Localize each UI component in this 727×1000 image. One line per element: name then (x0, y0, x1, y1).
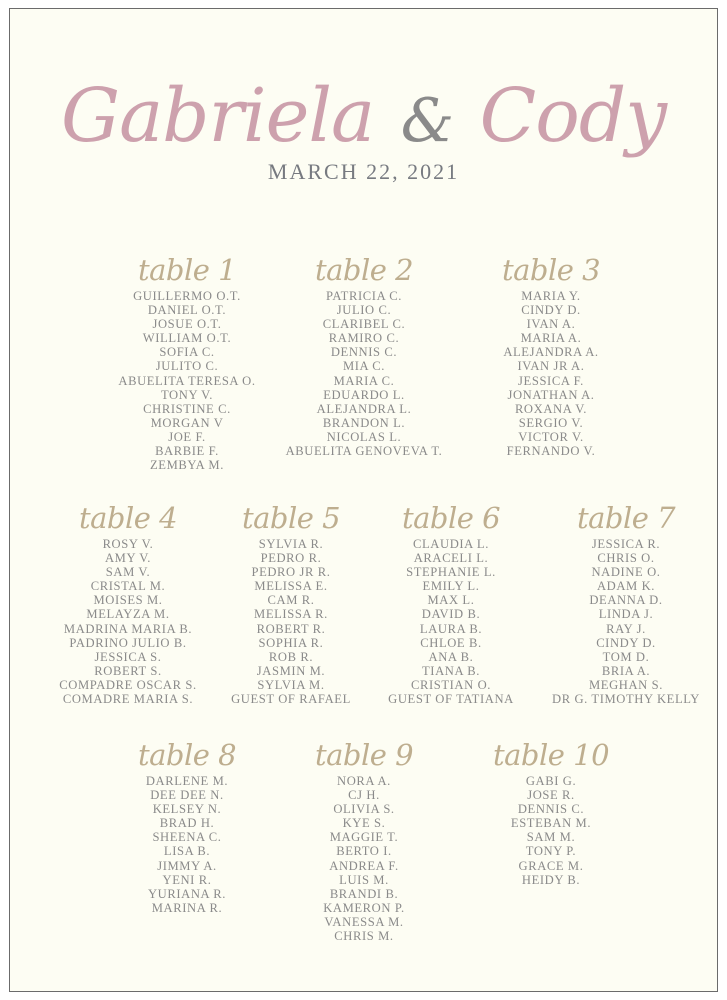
guest-name: CAM R. (267, 593, 315, 608)
guest-name: JOSE R. (527, 788, 575, 803)
guest-name: ARACELI L. (413, 551, 489, 566)
event-date: MARCH 22, 2021 (267, 159, 460, 184)
guest-name: JASMIN M. (256, 663, 326, 678)
guest-name: SYLVIA M. (257, 677, 325, 692)
guest-name: JONATHAN A. (507, 387, 595, 402)
guest-name: CINDY D. (521, 303, 581, 318)
guest-name: IVAN JR A. (517, 359, 585, 374)
bride-name: Gabriela (60, 73, 375, 159)
guest-name: JULITO C. (155, 359, 219, 374)
guest-name: ZEMBYA M. (150, 458, 224, 473)
guest-name: KAMERON P. (323, 900, 405, 915)
guest-name: SAM V. (105, 565, 151, 580)
guest-name: ROBERT R. (256, 621, 326, 636)
guest-name: PADRINO JULIO B. (69, 635, 187, 650)
guest-name: MARIA A. (520, 331, 582, 346)
guest-name: DEANNA D. (589, 593, 663, 608)
guest-name: JESSICA R. (591, 537, 661, 551)
guest-name: CLARIBEL C. (322, 317, 406, 332)
guest-name: CHRISTINE C. (143, 401, 231, 416)
guest-name: DR G. TIMOTHY KELLY (552, 692, 700, 707)
guest-name: JOE F. (168, 429, 206, 444)
guest-name: NADINE O. (591, 565, 661, 580)
guest-name: PATRICIA C. (325, 289, 403, 303)
guest-name: MELAYZA M. (86, 607, 170, 622)
guest-name: COMPADRE OSCAR S. (59, 677, 197, 692)
guest-name: BRANDI B. (329, 886, 399, 901)
guest-name: BARBIE F. (155, 444, 219, 459)
guest-name: CHRIS O. (597, 551, 655, 566)
guest-name: MEGHAN S. (589, 677, 663, 692)
guest-name: RAMIRO C. (328, 331, 400, 346)
guest-name: YENI R. (162, 872, 212, 887)
guest-name: ROSY V. (102, 537, 154, 551)
guest-name: VICTOR V. (518, 429, 584, 444)
table-6 (351, 501, 551, 706)
table-title: table 10 (492, 738, 610, 772)
guest-name: SERGIO V. (518, 415, 584, 430)
guest-name: LUIS M. (339, 872, 389, 887)
table-title: table 6 (401, 501, 501, 535)
guest-name: JULIO C. (336, 303, 392, 318)
guest-name: CINDY D. (596, 635, 656, 650)
guest-name: YURIANA R. (147, 886, 227, 901)
guest-name: PEDRO R. (260, 551, 322, 566)
guest-name: EDUARDO L. (323, 387, 405, 402)
table-7 (526, 501, 726, 706)
guest-name: VANESSA M. (324, 914, 404, 929)
guest-name: TONY P. (525, 844, 577, 859)
guest-name: MELISSA R. (254, 607, 328, 622)
table-title: table 2 (314, 253, 414, 287)
guest-name: LAURA B. (419, 621, 483, 636)
guest-name: IVAN A. (526, 317, 576, 332)
guest-name: DAVID B. (421, 607, 481, 622)
groom-name: Cody (479, 73, 667, 159)
guest-name: DARLENE M. (145, 774, 229, 788)
guest-name: TIANA B. (422, 663, 480, 678)
guest-name: JIMMY A. (157, 858, 217, 873)
guest-name: HEIDY B. (521, 872, 581, 887)
guest-name: CLAUDIA L. (413, 537, 489, 551)
guest-name: GUEST OF TATIANA (388, 692, 514, 707)
guest-name: GUEST OF RAFAEL (231, 692, 351, 707)
guest-name: LISA B. (163, 844, 211, 859)
guest-name: RAY J. (606, 621, 646, 636)
guest-name: KYE S. (342, 816, 386, 831)
guest-name: MARINA R. (151, 900, 223, 915)
guest-name: CJ H. (348, 788, 380, 803)
guest-name: STEPHANIE L. (406, 565, 496, 580)
table-3 (451, 253, 651, 458)
table-title: table 4 (78, 501, 178, 535)
guest-name: DENNIS C. (517, 802, 585, 817)
table-title: table 9 (314, 738, 414, 772)
guest-name: NICOLAS L. (326, 429, 402, 444)
guest-name: DANIEL O.T. (147, 303, 227, 318)
table-title: table 1 (137, 253, 237, 287)
guest-name: ROB R. (268, 649, 314, 664)
guest-name: AMY V. (104, 551, 152, 566)
table-9 (264, 738, 464, 943)
table-1 (87, 253, 287, 472)
guest-name: LINDA J. (598, 607, 654, 622)
table-title: table 8 (137, 738, 237, 772)
guest-name: JOSUE O.T. (152, 317, 222, 332)
guest-name: MORGAN V (150, 415, 224, 430)
guest-name: NORA A. (337, 774, 391, 788)
guest-name: BRIA A. (601, 663, 651, 678)
guest-name: MADRINA MARIA B. (63, 621, 193, 636)
guest-name: MAGGIE T. (329, 830, 399, 845)
guest-name: DEE DEE N. (150, 788, 224, 803)
guest-name: JESSICA F. (518, 373, 584, 388)
guest-name: CHRIS M. (334, 929, 394, 944)
guest-name: COMADRE MARIA S. (62, 692, 194, 707)
guest-name: ABUELITA GENOVEVA T. (285, 444, 443, 459)
guest-name: ANA B. (428, 649, 474, 664)
guest-name: BRANDON L. (322, 415, 406, 430)
guest-name: GABI G. (525, 774, 577, 788)
table-title: table 7 (576, 501, 676, 535)
table-2 (264, 253, 464, 458)
guest-name: SOPHIA R. (258, 635, 324, 650)
guest-name: EMILY L. (422, 579, 480, 594)
guest-name: GUILLERMO O.T. (133, 289, 241, 303)
seating-chart-card (9, 8, 718, 992)
guest-name: PEDRO JR R. (251, 565, 331, 580)
guest-name: ESTEBAN M. (510, 816, 592, 831)
guest-name: MAX L. (427, 593, 475, 608)
guest-name: MELISSA E. (254, 579, 328, 594)
guest-name: GRACE M. (518, 858, 584, 873)
guest-name: TOM D. (602, 649, 650, 664)
guest-name: JESSICA S. (94, 649, 162, 664)
guest-name: ADAM K. (596, 579, 656, 594)
table-title: table 3 (501, 253, 601, 287)
guest-name: MOISES M. (93, 593, 163, 608)
guest-name: ANDREA F. (329, 858, 399, 873)
guest-name: MARIA C. (333, 373, 395, 388)
guest-name: SOFIA C. (159, 345, 215, 360)
guest-name: MARIA Y. (521, 289, 581, 303)
guest-name: SHEENA C. (152, 830, 222, 845)
guest-name: SYLVIA R. (258, 537, 324, 551)
table-10 (451, 738, 651, 887)
guest-name: BERTO I. (336, 844, 392, 859)
guest-name: ROBERT S. (94, 663, 162, 678)
table-title: table 5 (241, 501, 341, 535)
guest-name: ALEJANDRA A. (503, 345, 599, 360)
guest-name: DENNIS C. (330, 345, 398, 360)
guest-name: TONY V. (160, 387, 214, 402)
guest-name: ABUELITA TERESA O. (118, 373, 256, 388)
guest-name: CRISTAL M. (90, 579, 166, 594)
guest-name: ALEJANDRA L. (316, 401, 412, 416)
guest-name: SAM M. (526, 830, 576, 845)
guest-name: WILLIAM O.T. (142, 331, 232, 346)
guest-name: BRAD H. (159, 816, 215, 831)
couple-names (10, 61, 717, 171)
guest-name: MIA C. (342, 359, 386, 374)
guest-name: CRISTIAN O. (410, 677, 492, 692)
ampersand: & (400, 86, 454, 156)
table-8 (87, 738, 287, 915)
guest-name: CHLOE B. (420, 635, 482, 650)
guest-name: KELSEY N. (152, 802, 222, 817)
guest-name: OLIVIA S. (333, 802, 395, 817)
guest-name: ROXANA V. (514, 401, 588, 416)
guest-name: FERNANDO V. (506, 444, 596, 459)
